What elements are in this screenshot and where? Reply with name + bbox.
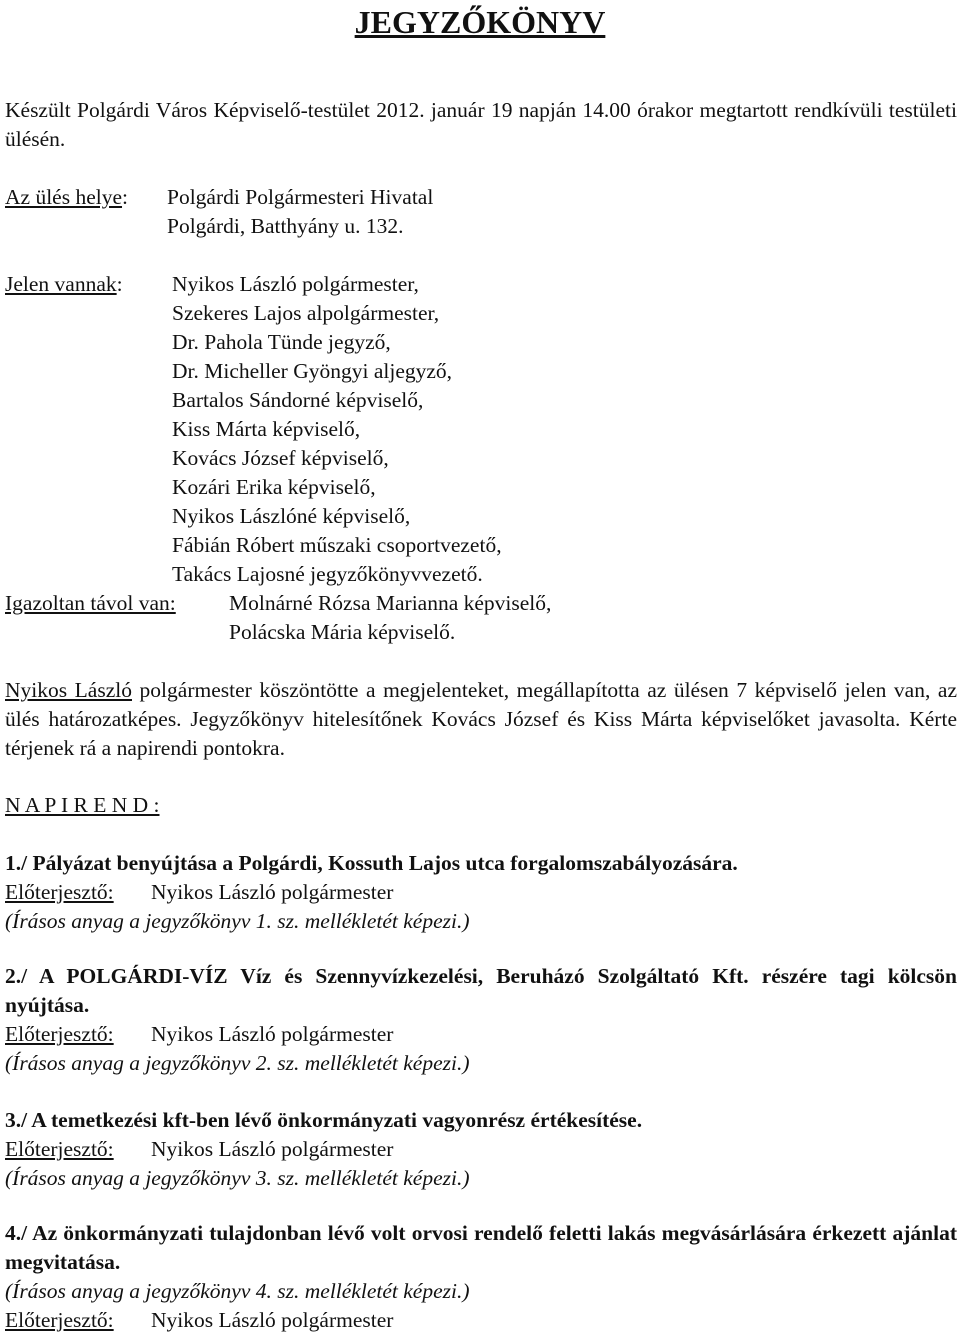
absent-person: Molnárné Rózsa Marianna képviselő, [229,591,552,615]
agenda-heading [5,791,957,820]
venue-line-2: Polgárdi, Batthyány u. 132. [167,214,404,238]
present-person: Kiss Márta képviselő, [172,417,361,441]
attachment-note: (Írásos anyag a jegyzőkönyv 2. sz. mellékletét képezi.) [5,1051,470,1075]
present-person: Nyikos Lászlóné képviselő, [172,504,411,528]
present-person: Bartalos Sándorné képviselő, [172,388,424,412]
presenter-label: Előterjesztő: [5,1308,114,1332]
venue-section [5,183,957,241]
present-label-wrap [5,270,123,299]
absent-person: Polácska Mária képviselő. [229,620,456,644]
agenda-item-title: 2./ A POLGÁRDI-VÍZ Víz és Szennyvízkezelési, Beruházó Szolgáltató Kft. részére tagi kölcsön nyújtása. [5,964,957,1017]
agenda-item-title: 1./ Pályázat benyújtása a Polgárdi, Kossuth Lajos utca forgalomszabályozására. [5,851,738,875]
attachment-note: (Írásos anyag a jegyzőkönyv 3. sz. mellékletét képezi.) [5,1166,470,1190]
opening-speaker: Nyikos László [5,678,132,702]
presenter-label: Előterjesztő: [5,880,114,904]
venue-label-wrap [5,183,128,212]
intro-paragraph: Készült Polgárdi Város Képviselő-testület 2012. január 19 napján 14.00 órakor megtartott rendkívüli testületi ülésén. [5,98,957,151]
agenda-item-title: 3./ A temetkezési kft-ben lévő önkormányzati vagyonrész értékesítése. [5,1108,643,1132]
agenda-item-title: 4./ Az önkormányzati tulajdonban lévő volt orvosi rendelő feletti lakás megvásárlására érkezett ajánlat megvitatása. [5,1221,957,1274]
opening-text: polgármester köszöntötte a megjelenteket, megállapította az ülésen 7 képviselő jelen van, az ülés határozatképes. Jegyzőkönyv hitelesítőnek Kovács József és Kiss Márta képviselőket javasolta. Kérte térjenek rá a napirendi pontokra. [5,678,957,760]
venue-label: Az ülés helye [5,185,123,209]
agenda-item [5,962,957,1078]
present-person: Dr. Micheller Gyöngyi aljegyző, [172,359,453,383]
venue-line-1: Polgárdi Polgármesteri Hivatal [167,185,434,209]
present-person: Fábián Róbert műszaki csoportvezető, [172,533,502,557]
presenter-label: Előterjesztő: [5,1022,114,1046]
presenter-name: Nyikos László polgármester [151,880,394,904]
present-section [5,270,957,589]
presenter-name: Nyikos László polgármester [151,1308,394,1332]
present-person: Takács Lajosné jegyzőkönyvvezető. [172,562,483,586]
opening-paragraph [5,676,957,763]
agenda-item [5,1219,957,1335]
document-title: JEGYZŐKÖNYV [354,4,606,40]
attachment-note: (Írásos anyag a jegyzőkönyv 4. sz. mellékletét képezi.) [5,1279,470,1303]
venue-colon: : [122,185,128,209]
attachment-note: (Írásos anyag a jegyzőkönyv 1. sz. mellékletét képezi.) [5,909,470,933]
presenter-label: Előterjesztő: [5,1137,114,1161]
present-colon: : [116,272,123,296]
presenter-name: Nyikos László polgármester [151,1137,394,1161]
present-person: Dr. Pahola Tünde jegyző, [172,330,391,354]
agenda-heading-text: N A P I R E N D : [5,793,160,817]
present-person: Kozári Erika képviselő, [172,475,376,499]
absent-section [5,589,957,647]
present-person: Nyikos László polgármester, [172,272,419,296]
present-person: Szekeres Lajos alpolgármester, [172,301,440,325]
present-label: Jelen vannak [5,272,117,296]
absent-label: Igazoltan távol van: [5,591,176,615]
presenter-name: Nyikos László polgármester [151,1022,394,1046]
agenda-item [5,849,957,936]
agenda-item [5,1106,957,1193]
present-person: Kovács József képviselő, [172,446,389,470]
